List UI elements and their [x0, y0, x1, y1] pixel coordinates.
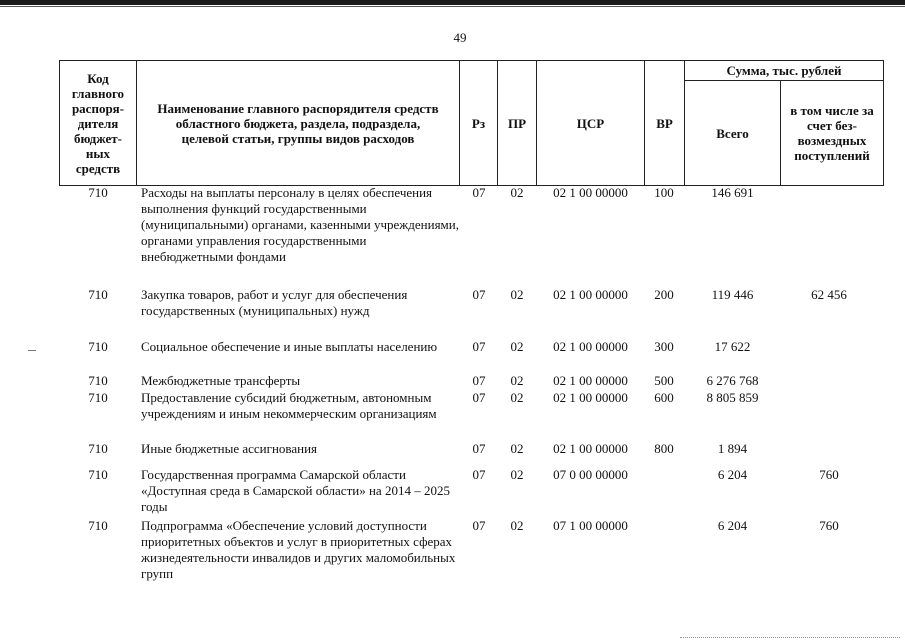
cell-total: 8 805 859	[706, 390, 759, 405]
cell-name: Иные бюджетные ассигнования	[141, 441, 318, 456]
cell-csr: 02 1 00 00000	[553, 339, 628, 354]
bottom-scan-line	[680, 637, 900, 638]
cell-vr: 200	[654, 287, 674, 302]
cell-total: 1 894	[717, 441, 748, 456]
cell-grants: 62 456	[811, 287, 847, 302]
cell-vr: 300	[654, 339, 674, 354]
cell-name: Расходы на выплаты персоналу в целях обеспечения выполнения функций государственными (муниципальными) органами, казенными учреждениями, органами управления государственными внебюджетными фондами	[141, 185, 459, 264]
cell-kod: 710	[88, 287, 108, 302]
top-border-line	[0, 6, 905, 7]
cell-name: Предоставление субсидий бюджетным, автономным учреждениям и иным некоммерческим организациям	[141, 390, 437, 421]
cell-pr: 02	[510, 339, 524, 354]
cell-pr: 02	[510, 373, 524, 388]
cell-pr: 02	[510, 467, 524, 482]
cell-pr: 02	[510, 518, 524, 533]
cell-csr: 02 1 00 00000	[553, 185, 628, 200]
cell-total: 146 691	[711, 185, 754, 200]
header-vr: ВР	[645, 61, 685, 186]
cell-kod: 710	[88, 390, 108, 405]
cell-name: Подпрограмма «Обеспечение условий доступности приоритетных объектов и услуг в приоритетных сферах жизнедеятельности инвалидов и других маломобильных групп	[141, 518, 456, 581]
cell-grants: 760	[819, 518, 839, 533]
cell-rz: 07	[472, 518, 486, 533]
cell-csr: 02 1 00 00000	[553, 287, 628, 302]
cell-vr: 800	[654, 441, 674, 456]
cell-pr: 02	[510, 390, 524, 405]
cell-rz: 07	[472, 441, 486, 456]
cell-name: Закупка товаров, работ и услуг для обеспечения государственных (муниципальных) нужд	[141, 287, 408, 318]
cell-kod: 710	[88, 441, 108, 456]
cell-pr: 02	[510, 441, 524, 456]
cell-vr: 500	[654, 373, 674, 388]
header-name: Наименование главного распорядителя средств областного бюджета, раздела, подраздела, целевой статьи, группы видов расходов	[137, 61, 460, 186]
cell-csr: 02 1 00 00000	[553, 390, 628, 405]
cell-kod: 710	[88, 373, 108, 388]
cell-kod: 710	[88, 518, 108, 533]
cell-kod: 710	[88, 185, 108, 200]
cell-total: 6 204	[717, 518, 748, 533]
cell-rz: 07	[472, 467, 486, 482]
cell-rz: 07	[472, 287, 486, 302]
header-csr: ЦСР	[537, 61, 645, 186]
header-rz: Рз	[460, 61, 498, 186]
cell-vr: 600	[654, 390, 674, 405]
cell-rz: 07	[472, 390, 486, 405]
top-border-bar	[0, 0, 905, 5]
cell-csr: 02 1 00 00000	[553, 441, 628, 456]
cell-csr: 02 1 00 00000	[553, 373, 628, 388]
cell-name: Социальное обеспечение и иные выплаты населению	[141, 339, 438, 354]
header-kod: Код главного распоря-дителя бюджет-ных средств	[60, 61, 137, 186]
cell-vr: 100	[654, 185, 674, 200]
header-pr: ПР	[498, 61, 537, 186]
cell-pr: 02	[510, 185, 524, 200]
cell-rz: 07	[472, 373, 486, 388]
header-summa: Сумма, тыс. рублей	[685, 61, 884, 81]
cell-grants: 760	[819, 467, 839, 482]
cell-rz: 07	[472, 339, 486, 354]
cell-total: 17 622	[714, 339, 751, 354]
cell-total: 119 446	[711, 287, 754, 302]
cell-name: Межбюджетные трансферты	[141, 373, 301, 388]
cell-pr: 02	[510, 287, 524, 302]
table-header	[59, 60, 884, 186]
margin-mark	[28, 350, 36, 351]
header-total: Всего	[685, 81, 781, 186]
cell-csr: 07 1 00 00000	[553, 518, 628, 533]
cell-csr: 07 0 00 00000	[553, 467, 628, 482]
cell-name: Государственная программа Самарской области «Доступная среда в Самарской области» на 2014 – 2025 годы	[141, 467, 450, 514]
cell-kod: 710	[88, 339, 108, 354]
page-number: 49	[453, 30, 467, 45]
cell-kod: 710	[88, 467, 108, 482]
cell-rz: 07	[472, 185, 486, 200]
cell-total: 6 276 768	[706, 373, 759, 388]
cell-total: 6 204	[717, 467, 748, 482]
header-grants: в том числе за счет без-возмездных поступлений	[781, 81, 884, 186]
